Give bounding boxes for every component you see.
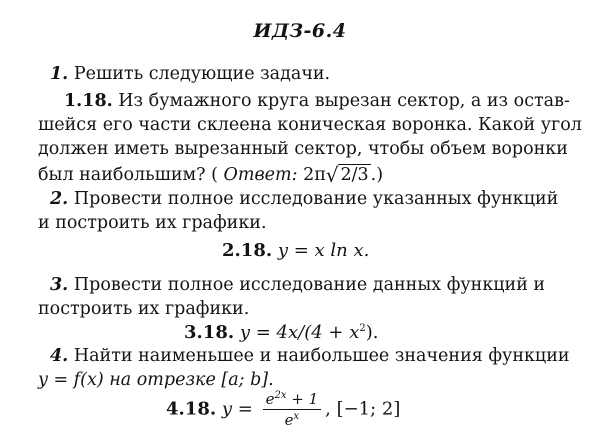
answer-close: .) xyxy=(370,165,384,185)
task3-text-1: Провести полное исследование данных функций и xyxy=(73,275,546,295)
answer-prefix: 2π xyxy=(303,165,326,185)
formula-4-18 xyxy=(166,390,400,429)
answer-sqrt: √ 2/3 xyxy=(325,163,369,187)
formula-4-18-number: 4.18. xyxy=(166,398,217,420)
fraction-numerator: $e^{2x} + 1$ xyxy=(263,390,322,410)
task4-line-2: y = f(x) на отрезке [a; b]. xyxy=(38,370,274,390)
problem-1-18-line-4: был наибольшим? ( Ответ: 2π√ 2/3 .) xyxy=(38,163,384,187)
task2-number: 2. xyxy=(50,189,69,209)
formula-3-18-end: ). xyxy=(365,322,379,343)
formula-3-18-number: 3.18. xyxy=(184,322,235,343)
formula-4-18-fraction xyxy=(263,390,322,429)
page-title: ИДЗ-6.4 xyxy=(253,20,347,42)
task2-text-1: Провести полное исследование указанных функций xyxy=(73,189,559,209)
formula-3-18-exponent: 2 xyxy=(359,323,366,334)
formula-4-18-lhs: y = xyxy=(221,398,253,420)
task2-line-2: и построить их графики. xyxy=(38,213,267,233)
task4-text-1: Найти наименьшее и наибольшее значения функции xyxy=(73,346,570,366)
formula-2-18 xyxy=(222,240,369,261)
formula-4-18-interval: , [−1; 2] xyxy=(325,398,401,420)
task4-line-1 xyxy=(50,344,570,368)
task1-heading xyxy=(50,62,330,86)
formula-2-18-number: 2.18. xyxy=(222,240,273,261)
problem-1-18-text-1: Из бумажного круга вырезан сектор, а из остав- xyxy=(118,91,570,111)
formula-3-18 xyxy=(184,322,378,343)
answer-label: Ответ: xyxy=(223,165,298,185)
task3-line-1 xyxy=(50,273,545,297)
problem-1-18-number: 1.18. xyxy=(64,91,113,111)
answer-radicand: 2/3 xyxy=(340,165,369,185)
problem-1-18-line-3: должен иметь вырезанный сектор, чтобы объем воронки xyxy=(38,139,568,159)
task4-number: 4. xyxy=(50,346,69,366)
task2-line-1 xyxy=(50,187,558,211)
problem-1-18-text-4: был наибольшим? xyxy=(38,165,206,185)
task3-line-2: построить их графики. xyxy=(38,299,250,319)
task1-heading-text: Решить следующие задачи. xyxy=(73,64,331,84)
problem-1-18-line-2: шейся его части склеена коническая воронка. Какой угол xyxy=(38,115,582,135)
formula-2-18-expression: y = x ln x. xyxy=(277,240,370,261)
task1-number: 1. xyxy=(50,64,69,84)
task3-number: 3. xyxy=(50,275,69,295)
fraction-denominator: $e^x$ xyxy=(284,411,300,429)
formula-3-18-lhs: y = 4x/(4 + x xyxy=(239,322,360,343)
problem-1-18-line-1 xyxy=(64,89,570,113)
